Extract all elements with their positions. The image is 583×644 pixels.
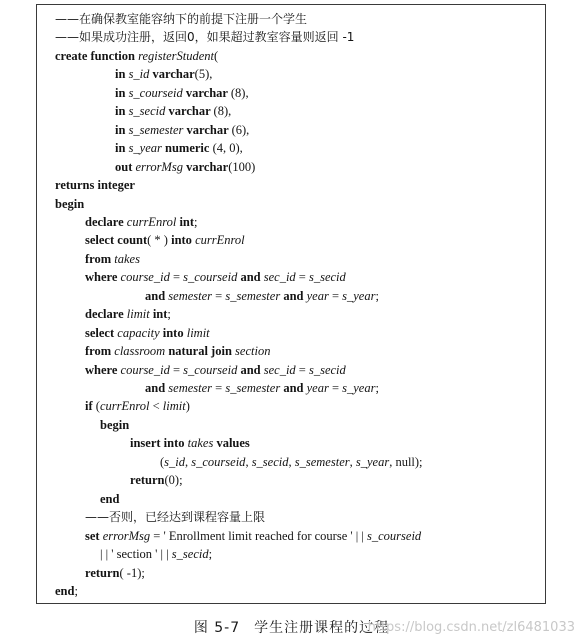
code-text: ; [208,547,213,562]
sql-keyword: set [85,528,103,543]
identifier: classroom [114,344,169,359]
code-text: = [328,381,343,395]
sql-keyword: declare [85,214,127,229]
code-line [115,122,249,138]
code-line [100,491,119,507]
code-line [85,362,346,378]
identifier: s_year [128,141,166,156]
sql-keyword: varchar [152,67,195,82]
code-line [85,214,198,230]
code-line [55,583,78,599]
code-text: = [169,270,184,285]
code-line [145,288,379,304]
code-text: = ' Enrollment limit reached for course ' | | [150,528,368,543]
identifier: s_secid [308,362,346,377]
sql-keyword: in [115,122,129,137]
code-line [130,435,250,451]
sql-keyword: end [55,583,75,598]
identifier: capacity [117,325,163,340]
code-text: = [169,362,184,377]
identifier: sec_id [263,270,296,285]
identifier: s_secid [308,270,346,285]
sql-keyword: begin [55,196,85,211]
sql-keyword: if [85,399,96,414]
sql-keyword: in [115,104,129,119]
identifier: semester [168,288,213,303]
sql-keyword: int [152,307,168,322]
sql-keyword: and [145,381,169,395]
code-text: = [328,288,343,303]
code-line [130,472,183,488]
sql-keyword: and [240,362,264,377]
code-line [115,66,212,82]
code-line [100,417,129,433]
code-line [100,546,212,562]
sql-keyword: select [85,325,118,340]
identifier: s_year [342,381,376,395]
code-text: ( [95,399,100,414]
code-text: , [288,454,295,469]
code-text: , [185,454,192,469]
identifier: sec_id [263,362,296,377]
sql-keyword: out [115,159,136,174]
code-text: ( [160,454,165,469]
code-text: ( -1); [119,565,145,580]
code-comment: ——在确保教室能容纳下的前提下注册一个学生 [55,12,308,26]
code-text: (5), [194,67,213,82]
code-text: ) [185,399,190,414]
code-text: , [245,454,252,469]
sql-keyword: and [240,270,264,285]
code-line [85,269,346,285]
code-line [85,565,145,581]
identifier: s_semester [128,122,187,137]
sql-keyword: where [85,362,121,377]
identifier: s_secid [128,104,169,119]
identifier: s_year [342,288,376,303]
watermark-url: https://blog.csdn.net/zl6481033 [367,620,575,635]
code-comment: ——否则，已经达到课程容量上限 [85,510,266,525]
sql-keyword: begin [100,417,130,432]
sql-keyword: numeric [165,141,213,156]
code-text: ; [74,583,78,598]
identifier: s_semester [225,288,284,303]
code-text: (100) [228,159,256,174]
code-text: = [212,381,226,395]
sql-keyword: end [100,491,120,506]
sql-keyword: and [283,288,307,303]
identifier: s_courseid [183,270,241,285]
code-line [115,159,255,175]
sql-keyword: create function [55,48,139,63]
identifier: limit [162,399,186,414]
code-line [115,85,249,101]
code-line [55,48,218,64]
code-text: ( * ) [147,233,172,248]
identifier: s_courseid [191,454,246,469]
code-text: , [349,454,356,469]
code-text: ; [375,381,379,395]
identifier: year [306,288,329,303]
identifier: currEnrol [195,233,245,248]
code-text: ( [214,48,219,63]
identifier: currEnrol [99,399,150,414]
code-text: = [212,288,226,303]
identifier: s_courseid [128,85,186,100]
code-comment: ——如果成功注册，返回0，如果超过教室容量则返回 -1 [55,30,355,45]
identifier: limit [126,307,153,322]
code-line [85,528,421,544]
identifier: section [235,344,271,359]
code-text: (8), [213,104,232,119]
identifier: takes [114,251,140,266]
code-line [145,380,379,396]
code-text: (6), [231,122,250,137]
code-line [115,140,243,156]
identifier: s_id [164,454,186,469]
code-text: < [149,399,163,414]
identifier: year [306,381,329,395]
sql-keyword: varchar [185,85,231,100]
identifier: course_id [120,362,170,377]
sql-keyword: returns integer [55,178,135,193]
code-text: , null); [389,454,423,469]
identifier: takes [187,436,217,451]
figure-number: 图 5-7 [193,620,241,636]
sql-keyword: insert into [130,436,188,451]
identifier: limit [186,325,210,340]
code-text: ; [167,307,171,322]
identifier: s_semester [294,454,350,469]
identifier: s_courseid [183,362,241,377]
code-text: (8), [230,85,249,100]
sql-keyword: and [145,288,169,303]
sql-keyword: varchar [168,104,214,119]
code-line [85,343,270,359]
code-line [55,196,84,212]
sql-keyword: in [115,141,129,156]
code-line [85,232,245,248]
code-text: = [295,270,309,285]
code-line [55,11,307,27]
code-text: (4, 0), [212,141,243,156]
sql-keyword: varchar [186,159,229,174]
figure-title: 学生注册课程的过程 [254,620,390,636]
sql-keyword: select count [85,233,148,248]
identifier: s_year [355,454,390,469]
sql-keyword: values [216,436,250,451]
identifier: s_secid [171,547,209,562]
identifier: s_id [128,67,153,82]
code-text: ; [375,288,379,303]
code-line [85,306,171,322]
code-line [115,103,231,119]
identifier: currEnrol [126,214,180,229]
code-line [160,454,423,470]
code-text: = [295,362,309,377]
code-line [55,177,135,193]
identifier: s_courseid [367,528,422,543]
code-line [55,29,354,45]
sql-keyword: return [130,473,165,488]
identifier: semester [168,381,213,395]
sql-keyword: natural join [168,344,236,359]
code-text: | | ' section ' | | [100,547,172,562]
sql-keyword: return [85,565,120,580]
code-line [85,325,210,341]
code-text: ; [194,214,198,229]
sql-keyword: from [85,251,115,266]
identifier: registerStudent [138,48,215,63]
identifier: course_id [120,270,170,285]
code-text: (0); [164,473,183,488]
identifier: errorMsg [135,159,187,174]
sql-keyword: varchar [186,122,232,137]
code-line [85,509,265,525]
sql-keyword: where [85,270,121,285]
sql-keyword: in [115,85,129,100]
identifier: s_secid [251,454,289,469]
identifier: errorMsg [102,528,151,543]
sql-keyword: and [283,381,307,395]
identifier: s_semester [225,381,284,395]
sql-keyword: into [171,233,196,248]
sql-keyword: declare [85,307,127,322]
code-line [85,251,140,267]
sql-keyword: from [85,344,115,359]
sql-keyword: in [115,67,129,82]
code-line [85,398,190,414]
sql-keyword: int [179,214,195,229]
sql-keyword: into [162,325,187,340]
